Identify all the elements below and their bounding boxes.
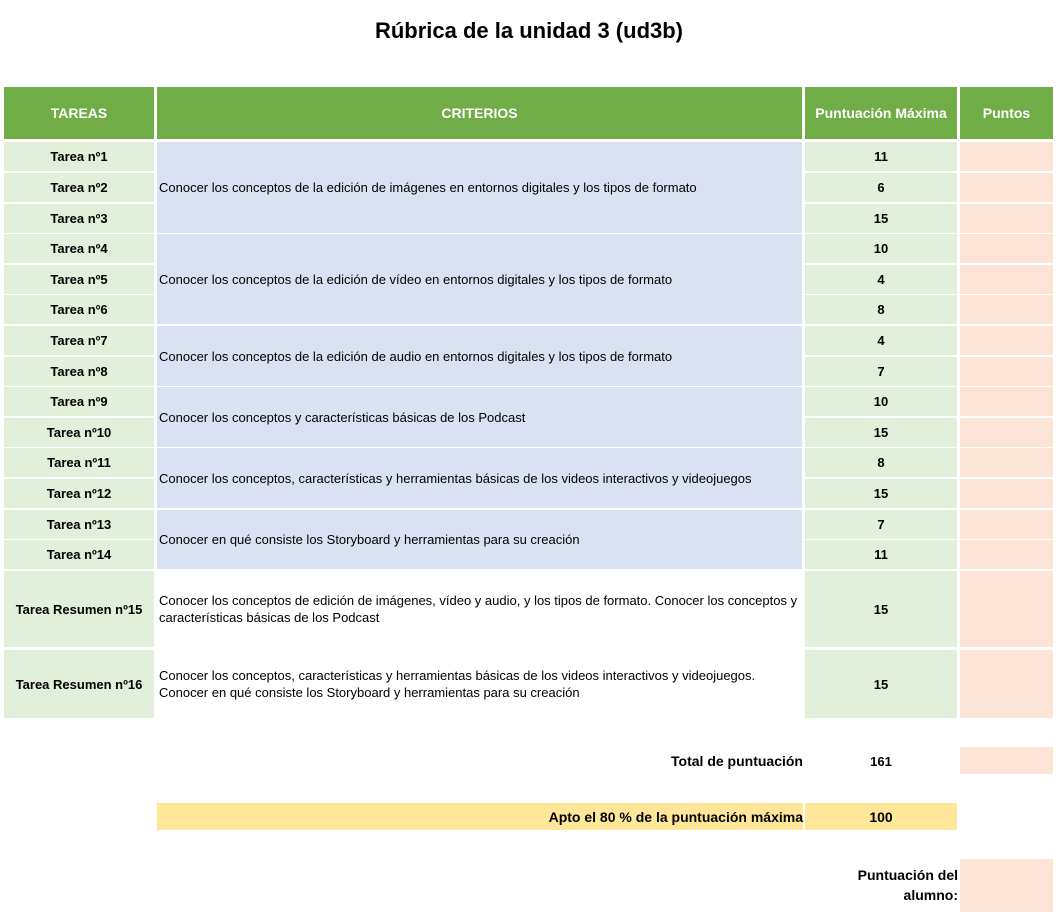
puntuacion-maxima-cell: 15 <box>805 479 957 508</box>
puntuacion-maxima-cell: 11 <box>805 540 957 569</box>
puntuacion-maxima-cell: 15 <box>805 418 957 447</box>
apto-value: 100 <box>805 803 957 830</box>
puntos-cell[interactable] <box>960 448 1053 477</box>
header-puntuacion-maxima: Puntuación Máxima <box>805 87 957 139</box>
tarea-cell: Tarea Resumen nº15 <box>4 571 154 647</box>
tarea-cell: Tarea nº2 <box>4 173 154 202</box>
tarea-cell: Tarea nº1 <box>4 142 154 171</box>
apto-label: Apto el 80 % de la puntuación máxima <box>157 803 803 830</box>
puntuacion-maxima-cell: 10 <box>805 387 957 416</box>
puntuacion-maxima-cell: 6 <box>805 173 957 202</box>
criterio-cell: Conocer los conceptos, características y herramientas básicas de los videos interactivos y videojuegos <box>157 448 802 508</box>
header-puntos: Puntos <box>960 87 1053 139</box>
total-label: Total de puntuación <box>671 753 803 769</box>
puntos-cell[interactable] <box>960 479 1053 508</box>
puntos-cell[interactable] <box>960 142 1053 171</box>
puntos-cell[interactable] <box>960 418 1053 447</box>
criterio-cell: Conocer los conceptos de la edición de vídeo en entornos digitales y los tipos de formato <box>157 234 802 324</box>
tarea-cell: Tarea nº11 <box>4 448 154 477</box>
puntuacion-maxima-cell: 8 <box>805 295 957 324</box>
puntuacion-maxima-cell: 8 <box>805 448 957 477</box>
tarea-cell: Tarea nº13 <box>4 510 154 539</box>
puntuacion-maxima-cell: 10 <box>805 234 957 263</box>
puntos-cell[interactable] <box>960 265 1053 294</box>
puntuacion-maxima-cell: 15 <box>805 204 957 233</box>
criterio-cell: Conocer los conceptos y características básicas de los Podcast <box>157 387 802 447</box>
puntos-cell[interactable] <box>960 326 1053 355</box>
criterio-cell: Conocer los conceptos de edición de imágenes, vídeo y audio, y los tipos de formato. Conocer los conceptos y características básicas de los Podcast <box>157 571 802 647</box>
tarea-cell: Tarea nº14 <box>4 540 154 569</box>
puntuacion-maxima-cell: 4 <box>805 326 957 355</box>
tarea-cell: Tarea nº5 <box>4 265 154 294</box>
tarea-cell: Tarea nº8 <box>4 357 154 386</box>
total-puntos-cell[interactable] <box>960 747 1053 774</box>
puntos-cell[interactable] <box>960 650 1053 718</box>
header-criterios: CRITERIOS <box>157 87 802 139</box>
page-title: Rúbrica de la unidad 3 (ud3b) <box>374 18 684 43</box>
header-tareas: TAREAS <box>4 87 154 139</box>
puntos-cell[interactable] <box>960 204 1053 233</box>
puntuacion-maxima-cell: 11 <box>805 142 957 171</box>
criterio-cell: Conocer en qué consiste los Storyboard y herramientas para su creación <box>157 510 802 569</box>
tarea-cell: Tarea nº3 <box>4 204 154 233</box>
tarea-cell: Tarea nº4 <box>4 234 154 263</box>
puntuacion-maxima-cell: 15 <box>805 571 957 647</box>
total-value: 161 <box>870 753 892 769</box>
puntos-cell[interactable] <box>960 387 1053 416</box>
puntuacion-maxima-cell: 4 <box>805 265 957 294</box>
puntos-cell[interactable] <box>960 234 1053 263</box>
puntos-cell[interactable] <box>960 357 1053 386</box>
puntuacion-maxima-cell: 7 <box>805 357 957 386</box>
criterio-cell: Conocer los conceptos de la edición de imágenes en entornos digitales y los tipos de formato <box>157 142 802 233</box>
puntos-cell[interactable] <box>960 571 1053 647</box>
tarea-cell: Tarea nº9 <box>4 387 154 416</box>
puntuacion-maxima-cell: 15 <box>805 650 957 718</box>
tarea-cell: Tarea nº10 <box>4 418 154 447</box>
puntos-cell[interactable] <box>960 295 1053 324</box>
criterio-cell: Conocer los conceptos, características y herramientas básicas de los videos interactivos y videojuegos. Conocer en qué consiste los Storyboard y herramientas para su creación <box>157 650 802 718</box>
tarea-cell: Tarea nº6 <box>4 295 154 324</box>
tarea-cell: Tarea Resumen nº16 <box>4 650 154 718</box>
criterio-cell: Conocer los conceptos de la edición de audio en entornos digitales y los tipos de formato <box>157 326 802 386</box>
alumno-puntos-cell[interactable] <box>960 859 1053 912</box>
puntos-cell[interactable] <box>960 540 1053 569</box>
tarea-cell: Tarea nº7 <box>4 326 154 355</box>
puntos-cell[interactable] <box>960 510 1053 539</box>
alumno-label: Puntuación del alumno: <box>857 867 958 903</box>
puntos-cell[interactable] <box>960 173 1053 202</box>
puntuacion-maxima-cell: 7 <box>805 510 957 539</box>
tarea-cell: Tarea nº12 <box>4 479 154 508</box>
